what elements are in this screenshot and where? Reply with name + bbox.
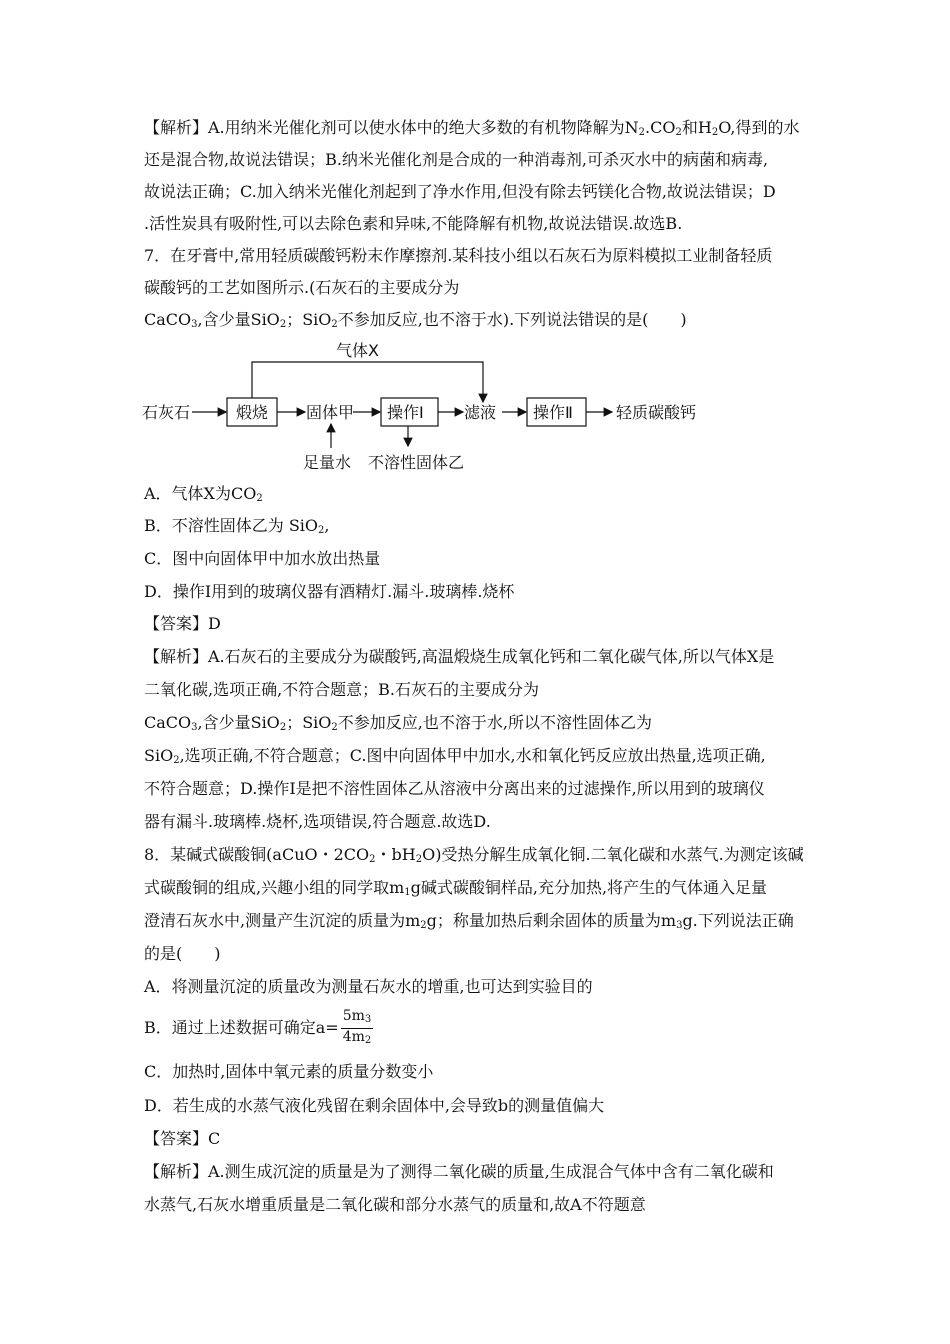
q8-stem-line-2: 式碳酸铜的组成,兴趣小组的同学取$m_1g$碱式碳酸铜样品,充分加热,将产生的气体通入足量 bbox=[144, 878, 768, 898]
op1-label: 操作Ⅰ bbox=[387, 403, 424, 422]
product-label: 轻质碳酸钙 bbox=[616, 403, 697, 422]
q8-answer: 【答案】C bbox=[144, 1129, 221, 1148]
q6-analysis-line-2: 还是混合物,故说法错误；B.纳米光催化剂是合成的一种消毒剂,可杀灭水中的病菌和病毒, bbox=[144, 150, 769, 169]
q7-answer: 【答案】D bbox=[144, 614, 221, 633]
q8-analysis-line-2: 水蒸气,石灰水增重质量是二氧化碳和部分水蒸气的质量和,故A不符题意 bbox=[144, 1195, 646, 1214]
q8-option-b: B．通过上述数据可确定a= $\frac{5m_3}{4m_2}$ bbox=[144, 1008, 373, 1049]
q7-option-b: B．不溶性固体乙为 SiO$_2$, bbox=[144, 516, 330, 536]
q6-analysis-line-1: 【解析】A.用纳米光催化剂可以使水体中的绝大多数的有机物降解为$N_2.CO_2$和$H_2O$,得到的水 bbox=[144, 118, 800, 138]
filtrate-label: 滤液 bbox=[464, 403, 497, 422]
calcine-label: 煅烧 bbox=[236, 403, 269, 422]
op2-label: 操作Ⅱ bbox=[533, 403, 573, 422]
q6-analysis-line-3: 故说法正确；C.加入纳米光催化剂起到了净水作用,但没有除去钙镁化合物,故说法错误；D bbox=[144, 182, 776, 201]
solid-b-label: 不溶性固体乙 bbox=[368, 453, 465, 472]
q7-analysis-line-2: 二氧化碳,选项正确,不符合题意；B.石灰石的主要成分为 bbox=[144, 680, 540, 699]
q6-analysis-line-4: .活性炭具有吸附性,可以去除色素和异味,不能降解有机物,故说法错误.故选B. bbox=[144, 214, 683, 233]
q8-stem-line-4: 的是( ) bbox=[144, 944, 221, 963]
fraction: $\frac{5m_3}{4m_2}$ bbox=[342, 1008, 372, 1046]
q7-option-a: A．气体X为$CO_2$ bbox=[144, 484, 263, 504]
q7-analysis-line-5: 不符合题意；D.操作Ⅰ是把不溶性固体乙从溶液中分离出来的过滤操作,所以用到的玻璃仪 bbox=[144, 779, 765, 798]
q7-stem-line-3: CaCO$_3$,含少量SiO$_2$；SiO$_2$不参加反应,也不溶于水).下列说法错误的是( ) bbox=[144, 310, 687, 330]
q8-option-c: C．加热时,固体中氧元素的质量分数变小 bbox=[144, 1062, 434, 1081]
gas-x-label: 气体X bbox=[336, 341, 379, 360]
q7-stem-line-2: 碳酸钙的工艺如图所示.(石灰石的主要成分为 bbox=[144, 278, 460, 297]
q7-stem-line-1: 7．在牙膏中,常用轻质碳酸钙粉末作摩擦剂.某科技小组以石灰石为原料模拟工业制备轻质 bbox=[144, 246, 773, 265]
q7-option-d: D．操作Ⅰ用到的玻璃仪器有酒精灯.漏斗.玻璃棒.烧杯 bbox=[144, 582, 515, 601]
limestone-label: 石灰石 bbox=[142, 403, 191, 422]
q7-analysis-line-4: SiO$_2$,选项正确,不符合题意；C.图中向固体甲中加水,水和氧化钙反应放出热量,选项正确, bbox=[144, 746, 766, 766]
q8-stem-line-1: 8．某碱式碳酸铜(aCuO・$2CO_2$・$bH_2O$)受热分解生成氧化铜.二氧化碳和水蒸气.为测定该碱 bbox=[144, 845, 804, 865]
q8-analysis-line-1: 【解析】A.测生成沉淀的质量是为了测得二氧化碳的质量,生成混合气体中含有二氧化碳和 bbox=[144, 1162, 774, 1181]
gas-x-arrow bbox=[252, 362, 483, 402]
q8-option-d: D．若生成的水蒸气液化残留在剩余固体中,会导致b的测量值偏大 bbox=[144, 1096, 605, 1115]
q7-analysis-line-1: 【解析】A.石灰石的主要成分为碳酸钙,高温煅烧生成氧化钙和二氧化碳气体,所以气体X是 bbox=[144, 647, 775, 666]
q7-option-c: C．图中向固体甲中加水放出热量 bbox=[144, 549, 381, 568]
q8-stem-line-3: 澄清石灰水中,测量产生沉淀的质量为$m_2g$；称量加热后剩余固体的质量为$m_3g$.下列说法正确 bbox=[144, 911, 794, 931]
q7-analysis-line-3: CaCO$_3$,含少量SiO$_2$；SiO$_2$不参加反应,也不溶于水,所以不溶性固体乙为 bbox=[144, 713, 652, 733]
solid-a-label: 固体甲 bbox=[306, 403, 355, 422]
q7-analysis-line-6: 器有漏斗.玻璃棒.烧杯,选项错误,符合题意.故选D. bbox=[144, 812, 491, 831]
q8-option-a: A．将测量沉淀的质量改为测量石灰水的增重,也可达到实验目的 bbox=[144, 977, 593, 996]
water-label: 足量水 bbox=[303, 453, 352, 472]
process-flow-diagram bbox=[140, 340, 720, 480]
